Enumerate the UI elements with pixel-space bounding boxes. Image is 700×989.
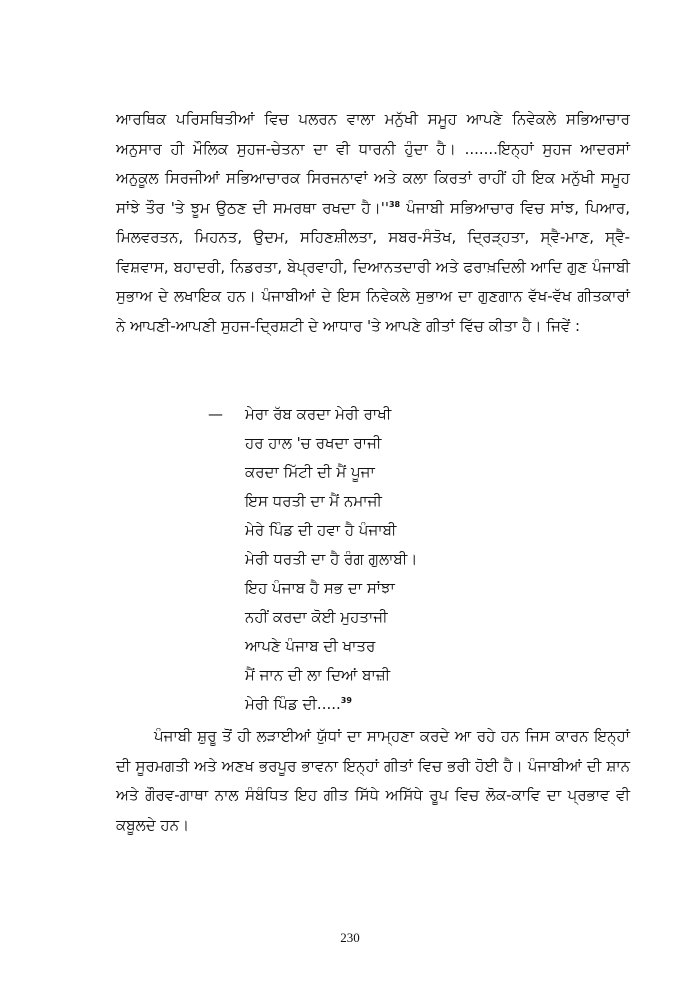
- poem-line: [208, 690, 417, 719]
- poem-line-text: ਮੇਰੀ ਪਿੰਡ ਦੀ.....: [245, 695, 341, 713]
- page-number: 230: [340, 930, 360, 945]
- poem-line: [208, 545, 417, 574]
- paragraph-1-continuation: ਪੰਜਾਬੀ ਸਭਿਆਚਾਰ ਵਿਚ ਸਾਂਝ, ਪਿਆਰ, ਮਿਲਵਰਤਨ, ਮਿਹਨਤ, ਉਦਮ, ਸਹਿਣਸ਼ੀਲਤਾ, ਸਬਰ-ਸੰਤੋਖ, ਦ੍ਰਿੜ੍ਹਤਾ, ਸ੍ਵੈ-ਮਾਣ, ਸ੍ਵੈ-ਵਿਸ਼ਵਾਸ, ਬਹਾਦਰੀ, ਨਿਡਰਤਾ, ਬੇਪ੍ਰਵਾਹੀ, ਦਿਆਨਤਦਾਰੀ ਅਤੇ ਫਰਾਖ਼ਦਿਲੀ ਆਦਿ ਗੁਣ ਪੰਜਾਬੀ ਸੁਭਾਅ ਦੇ ਲਖਾਇਕ ਹਨ। ਪੰਜਾਬੀਆਂ ਦੇ ਇਸ ਨਿਵੇਕਲੇ ਸੁਭਾਅ ਦਾ ਗੁਣਗਾਨ ਵੱਖ-ਵੱਖ ਗੀਤਕਾਰਾਂ ਨੇ ਆਪਣੀ-ਆਪਣੀ ਸੁਹਜ-ਦ੍ਰਿਸ਼ਟੀ ਦੇ ਆਧਾਰ 'ਤੇ ਆਪਣੇ ਗੀਤਾਂ ਵਿੱਚ ਕੀਤਾ ਹੈ। ਜਿਵੇਂ :: [116, 198, 630, 335]
- poem-line-text: ਮੇਰੇ ਪਿੰਡ ਦੀ ਹਵਾ ਹੈ ਪੰਜਾਬੀ: [245, 521, 397, 539]
- poem-line: [208, 632, 417, 661]
- poem-line-text: ਇਸ ਧਰਤੀ ਦਾ ਮੈਂ ਨਮਾਜੀ: [245, 492, 382, 510]
- poem-line-text: ਮੇਰਾ ਰੱਬ ਕਰਦਾ ਮੇਰੀ ਰਾਖੀ: [245, 405, 392, 423]
- poem-line: [208, 400, 417, 429]
- poem-line-text: ਕਰਦਾ ਮਿੱਟੀ ਦੀ ਮੈਂ ਪੂਜਾ: [245, 463, 375, 481]
- footnote-ref-39: 39: [340, 696, 352, 705]
- paragraph-1-text: ਆਰਥਿਕ ਪਰਿਸਥਿਤੀਆਂ ਵਿਚ ਪਲਰਨ ਵਾਲਾ ਮਨੁੱਖੀ ਸਮੂਹ ਆਪਣੇ ਨਿਵੇਕਲੇ ਸਭਿਆਚਾਰ ਅਨੁਸਾਰ ਹੀ ਮੌਲਿਕ ਸੁਹਜ-ਚੇਤਨਾ ਦਾ ਵੀ ਧਾਰਨੀ ਹੁੰਦਾ ਹੈ। .......ਇਨ੍ਹਾਂ ਸੁਹਜ ਆਦਰਸਾਂ ਅਨੁਕੂਲ ਸਿਰਜੀਆਂ ਸਭਿਆਚਾਰਕ ਸਿਰਜਨਾਵਾਂ ਅਤੇ ਕਲਾ ਕਿਰਤਾਂ ਰਾਹੀਂ ਹੀ ਇਕ ਮਨੁੱਖੀ ਸਮੂਹ ਸਾਂਝੇ ਤੌਰ 'ਤੇ ਝੂਮ ਉਠਣ ਦੀ ਸਮਰਥਾ ਰਖਦਾ ਹੈ।'': [116, 110, 630, 217]
- poem-line-text: ਨਹੀਂ ਕਰਦਾ ਕੋਈ ਮੁਹਤਾਜੀ: [245, 608, 388, 626]
- poem-line-text: ਆਪਣੇ ਪੰਜਾਬ ਦੀ ਖਾਤਰ: [245, 637, 376, 655]
- poem-line: [208, 574, 417, 603]
- poem-line: [208, 603, 417, 632]
- poem-line: [208, 429, 417, 458]
- paragraph-2: ਪੰਜਾਬੀ ਸ਼ੁਰੂ ਤੋਂ ਹੀ ਲੜਾਈਆਂ ਯੁੱਧਾਂ ਦਾ ਸਾਮ੍ਹਣਾ ਕਰਦੇ ਆ ਰਹੇ ਹਨ ਜਿਸ ਕਾਰਨ ਇਨ੍ਹਾਂ ਦੀ ਸੂਰਮਗਤੀ ਅਤੇ ਅਣਖ ਭਰਪੂਰ ਭਾਵਨਾ ਇਨ੍ਹਾਂ ਗੀਤਾਂ ਵਿਚ ਭਰੀ ਹੋਈ ਹੈ। ਪੰਜਾਬੀਆਂ ਦੀ ਸ਼ਾਨ ਅਤੇ ਗੌਰਵ-ਗਾਥਾ ਨਾਲ ਸੰਬੰਧਿਤ ਇਹ ਗੀਤ ਸਿੱਧੇ ਅਸਿੱਧੇ ਰੂਪ ਵਿਚ ਲੋਕ-ਕਾਵਿ ਦਾ ਪ੍ਰਭਾਵ ਵੀ ਕਬੂਲਦੇ ਹਨ।: [116, 727, 630, 834]
- poem-line: [208, 516, 417, 545]
- poem-line-text: ਹਰ ਹਾਲ 'ਚ ਰਖਦਾ ਰਾਜੀ: [245, 434, 382, 452]
- poem-line: [208, 487, 417, 516]
- paragraph-1: [116, 105, 630, 341]
- footnote-ref-38: 38: [388, 199, 401, 209]
- poem-line-text: ਮੈਂ ਜਾਨ ਦੀ ਲਾ ਦਿਆਂ ਬਾਜ਼ੀ: [245, 666, 391, 684]
- poem-dash: —: [208, 405, 223, 423]
- poem-block: [208, 400, 417, 719]
- poem-line: [208, 661, 417, 690]
- poem-line-text: ਇਹ ਪੰਜਾਬ ਹੈ ਸਭ ਦਾ ਸਾਂਝਾ: [245, 579, 395, 597]
- poem-line: [208, 458, 417, 487]
- poem-line-text: ਮੇਰੀ ਧਰਤੀ ਦਾ ਹੈ ਰੰਗ ਗੁਲਾਬੀ।: [245, 550, 418, 568]
